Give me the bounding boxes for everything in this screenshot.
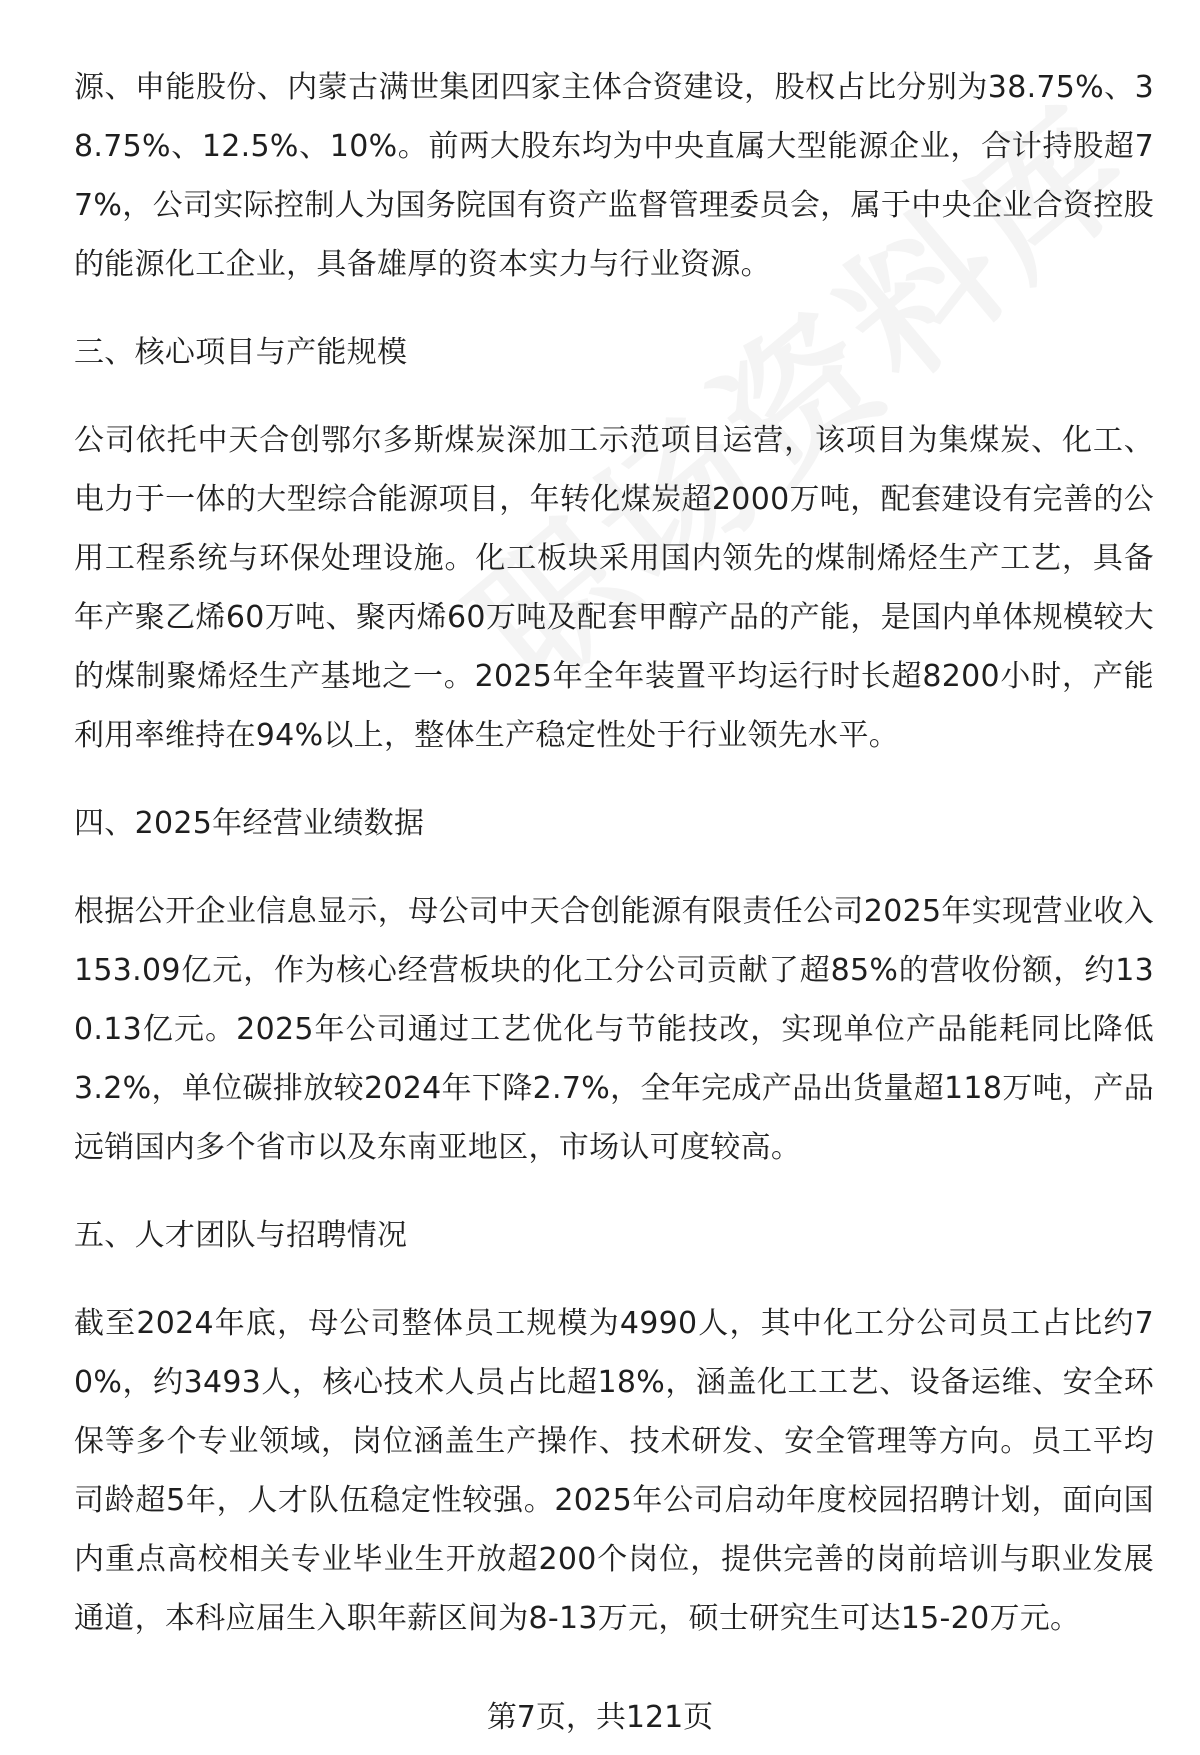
paragraph-talent: 截至2024年底，母公司整体员工规模为4990人，其中化工分公司员工占比约70%，约3493人，核心技术人员占比超18%，涵盖化工工艺、设备运维、安全环保等多个专业领域，岗位涵盖生产操作、技术研发、安全管理等方向。员工平均司龄超5年，人才队伍稳定性较强。2025年公司启动年度校园招聘计划，面向国内重点高校相关专业毕业生开放超200个岗位，提供完善的岗前培训与职业发展通道，本科应届生入职年薪区间为8-13万元，硕士研究生可达15-20万元。	[74, 1306, 1154, 1636]
section-heading-talent: 五、人才团队与招聘情况	[74, 1218, 408, 1253]
page-number-footer: 第7页，共121页	[486, 1700, 714, 1735]
section-heading-performance: 四、2025年经营业绩数据	[74, 806, 425, 841]
paragraph-performance: 根据公开企业信息显示，母公司中天合创能源有限责任公司2025年实现营业收入153.09亿元，作为核心经营板块的化工分公司贡献了超85%的营收份额，约130.13亿元。2025年公司通过工艺优化与节能技改，实现单位产品能耗同比降低3.2%，单位碳排放较2024年下降2.7%，全年完成产品出货量超118万吨，产品远销国内多个省市以及东南亚地区，市场认可度较高。	[74, 894, 1154, 1165]
paragraph-core-projects: 公司依托中天合创鄂尔多斯煤炭深加工示范项目运营，该项目为集煤炭、化工、电力于一体的大型综合能源项目，年转化煤炭超2000万吨，配套建设有完善的公用工程系统与环保处理设施。化工板块采用国内领先的煤制烯烃生产工艺，具备年产聚乙烯60万吨、聚丙烯60万吨及配套甲醇产品的产能，是国内单体规模较大的煤制聚烯烃生产基地之一。2025年全年装置平均运行时长超8200小时，产能利用率维持在94%以上，整体生产稳定性处于行业领先水平。	[74, 423, 1154, 753]
section-heading-core-projects: 三、核心项目与产能规模	[74, 335, 408, 370]
document-body	[74, 58, 1154, 1677]
paragraph-shareholders: 源、申能股份、内蒙古满世集团四家主体合资建设，股权占比分别为38.75%、38.75%、12.5%、10%。前两大股东均为中央直属大型能源企业，合计持股超77%，公司实际控制人为国务院国有资产监督管理委员会，属于中央企业合资控股的能源化工企业，具备雄厚的资本实力与行业资源。	[74, 70, 1154, 282]
